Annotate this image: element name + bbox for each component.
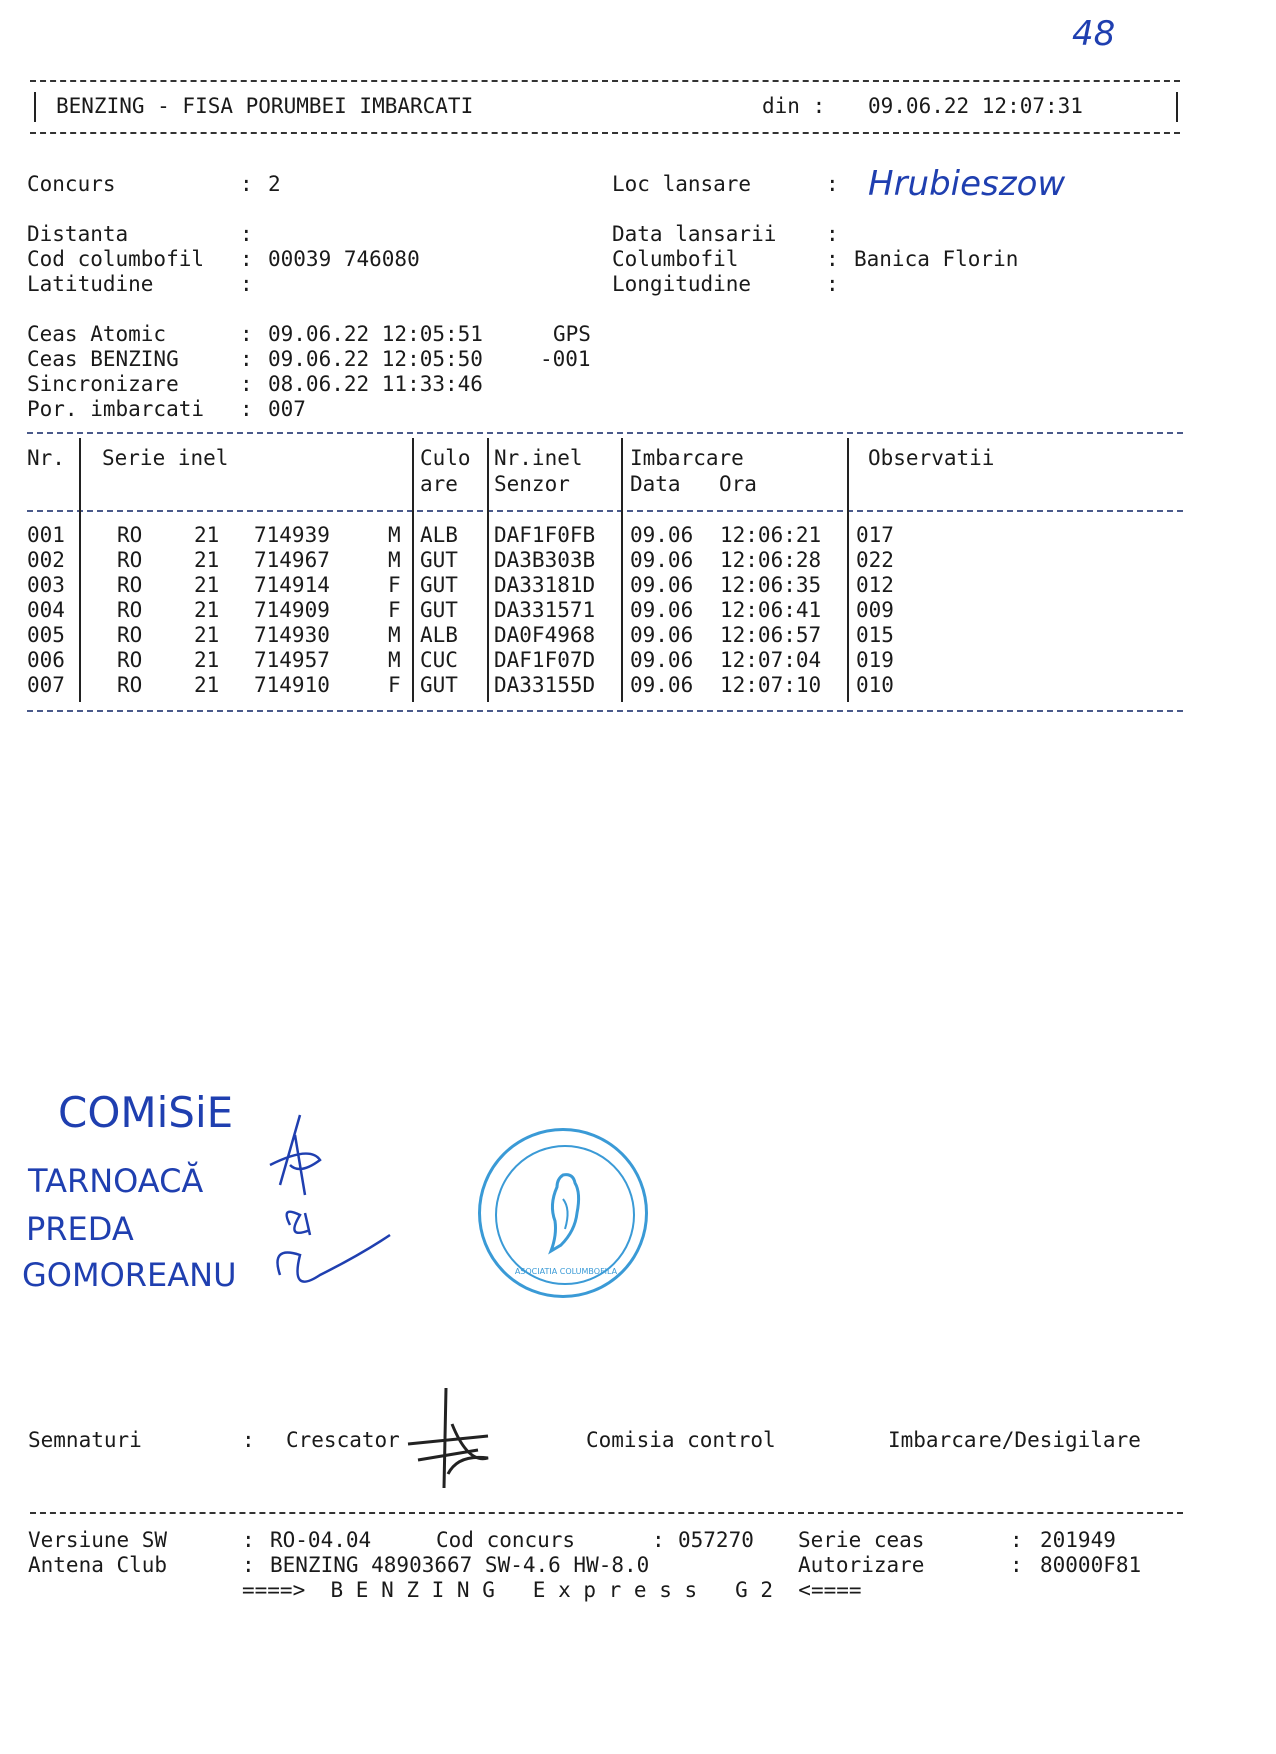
colon: : bbox=[240, 247, 253, 271]
cell-date: 09.06 bbox=[630, 673, 694, 697]
colon: : bbox=[652, 1528, 665, 1552]
footer-version-label: Versiune SW bbox=[28, 1528, 168, 1552]
colon: : bbox=[240, 347, 253, 371]
colon: : bbox=[240, 372, 253, 396]
cell-obs: 012 bbox=[856, 573, 894, 597]
th-culoare-1: Culo bbox=[420, 446, 471, 470]
cell-color: GUT bbox=[420, 573, 458, 597]
colon: : bbox=[826, 172, 839, 196]
cell-ring: 714967 bbox=[254, 548, 330, 572]
label-longitudine: Longitudine bbox=[612, 272, 752, 296]
cell-obs: 015 bbox=[856, 623, 894, 647]
header-bottom-border bbox=[30, 132, 1180, 134]
pigeon-icon bbox=[533, 1169, 597, 1255]
cell-country: RO bbox=[117, 523, 143, 547]
colon: : bbox=[826, 272, 839, 296]
value-concurs: 2 bbox=[268, 172, 281, 196]
label-ceas-benzing: Ceas BENZING bbox=[27, 347, 179, 371]
cell-sex: M bbox=[388, 648, 401, 672]
association-stamp bbox=[478, 1128, 648, 1298]
cell-date: 09.06 bbox=[630, 598, 694, 622]
cell-color: ALB bbox=[420, 523, 458, 547]
cell-time: 12:07:04 bbox=[720, 648, 822, 672]
signature-control-label: Comisia control bbox=[586, 1428, 776, 1452]
colon: : bbox=[826, 222, 839, 246]
cell-ring: 714914 bbox=[254, 573, 330, 597]
commission-title: COMiSiE bbox=[58, 1088, 234, 1137]
value-ceas-atomic: 09.06.22 12:05:51 bbox=[268, 322, 483, 346]
colon: : bbox=[242, 1553, 255, 1577]
cell-nr: 003 bbox=[27, 573, 65, 597]
signatures-label: Semnaturi bbox=[28, 1428, 142, 1452]
cell-sex: M bbox=[388, 623, 401, 647]
colon: : bbox=[240, 322, 253, 346]
cell-nr: 005 bbox=[27, 623, 65, 647]
cell-year: 21 bbox=[194, 548, 220, 572]
label-data-lansarii: Data lansarii bbox=[612, 222, 777, 246]
value-columbofil: Banica Florin bbox=[854, 247, 1019, 271]
cell-date: 09.06 bbox=[630, 623, 694, 647]
cell-sex: F bbox=[388, 673, 401, 697]
footer-auth: 80000F81 bbox=[1040, 1553, 1142, 1577]
colon: : bbox=[242, 1528, 255, 1552]
colon: : bbox=[240, 272, 253, 296]
footer-separator bbox=[30, 1512, 1183, 1514]
th-data: Data bbox=[630, 472, 681, 496]
footer-version: RO-04.04 bbox=[270, 1528, 372, 1552]
cell-sensor: DA331571 bbox=[494, 598, 596, 622]
commission-member: TARNOACĂ bbox=[28, 1162, 204, 1200]
th-nr-inel: Nr.inel bbox=[494, 446, 583, 470]
cell-country: RO bbox=[117, 673, 143, 697]
label-cod-columbofil: Cod columbofil bbox=[27, 247, 205, 271]
page-number: 48 bbox=[1072, 14, 1116, 54]
cell-sex: M bbox=[388, 523, 401, 547]
extra-ceas-atomic: GPS bbox=[553, 322, 591, 346]
table-header-divider bbox=[27, 510, 1183, 512]
footer-antenna: BENZING 48903667 SW-4.6 HW-8.0 bbox=[270, 1553, 650, 1577]
table-body bbox=[0, 523, 1276, 703]
colon: : bbox=[242, 1428, 255, 1452]
cell-obs: 009 bbox=[856, 598, 894, 622]
cell-ring: 714957 bbox=[254, 648, 330, 672]
cell-nr: 007 bbox=[27, 673, 65, 697]
label-latitudine: Latitudine bbox=[27, 272, 154, 296]
footer-clock-series-label: Serie ceas bbox=[798, 1528, 925, 1552]
extra-ceas-benzing: -001 bbox=[540, 347, 591, 371]
th-ora: Ora bbox=[719, 472, 757, 496]
header-datetime: 09.06.22 12:07:31 bbox=[868, 94, 1083, 118]
value-sincronizare: 08.06.22 11:33:46 bbox=[268, 372, 483, 396]
table-bottom-border bbox=[27, 710, 1183, 712]
footer-auth-label: Autorizare bbox=[798, 1553, 925, 1577]
cell-obs: 022 bbox=[856, 548, 894, 572]
th-senzor: Senzor bbox=[494, 472, 570, 496]
cell-time: 12:06:57 bbox=[720, 623, 822, 647]
cell-time: 12:06:35 bbox=[720, 573, 822, 597]
cell-color: ALB bbox=[420, 623, 458, 647]
footer-clock-series: 201949 bbox=[1040, 1528, 1116, 1552]
cell-year: 21 bbox=[194, 623, 220, 647]
cell-sex: M bbox=[388, 548, 401, 572]
header-din-label: din : bbox=[762, 94, 826, 118]
breeder-signature bbox=[398, 1384, 498, 1494]
cell-time: 12:07:10 bbox=[720, 673, 822, 697]
footer-banner: ====> B E N Z I N G E x p r e s s G 2 <==== bbox=[242, 1578, 862, 1602]
cell-sensor: DA3B303B bbox=[494, 548, 596, 572]
header-left-border bbox=[34, 92, 36, 122]
cell-year: 21 bbox=[194, 598, 220, 622]
value-ceas-benzing: 09.06.22 12:05:50 bbox=[268, 347, 483, 371]
cell-country: RO bbox=[117, 623, 143, 647]
cell-ring: 714939 bbox=[254, 523, 330, 547]
cell-date: 09.06 bbox=[630, 648, 694, 672]
footer-contest-code: 057270 bbox=[678, 1528, 754, 1552]
cell-nr: 004 bbox=[27, 598, 65, 622]
footer-contest-code-label: Cod concurs bbox=[436, 1528, 576, 1552]
cell-date: 09.06 bbox=[630, 523, 694, 547]
cell-nr: 002 bbox=[27, 548, 65, 572]
label-loc-lansare: Loc lansare bbox=[612, 172, 752, 196]
signature-breeder-label: Crescator bbox=[286, 1428, 400, 1452]
header-right-border bbox=[1176, 92, 1178, 122]
value-por-imbarcati: 007 bbox=[268, 397, 306, 421]
colon: : bbox=[240, 172, 253, 196]
th-imbarcare: Imbarcare bbox=[630, 446, 744, 470]
cell-year: 21 bbox=[194, 523, 220, 547]
label-distanta: Distanta bbox=[27, 222, 129, 246]
cell-date: 09.06 bbox=[630, 573, 694, 597]
label-columbofil: Columbofil bbox=[612, 247, 739, 271]
label-por-imbarcati: Por. imbarcati bbox=[27, 397, 205, 421]
stamp-text: ASOCIATIA COLUMBOFILA bbox=[514, 1267, 618, 1276]
cell-time: 12:06:41 bbox=[720, 598, 822, 622]
label-concurs: Concurs bbox=[27, 172, 116, 196]
cell-time: 12:06:28 bbox=[720, 548, 822, 572]
table-top-border bbox=[27, 432, 1183, 434]
cell-year: 21 bbox=[194, 648, 220, 672]
cell-sex: F bbox=[388, 598, 401, 622]
cell-year: 21 bbox=[194, 673, 220, 697]
cell-country: RO bbox=[117, 648, 143, 672]
colon: : bbox=[1010, 1553, 1023, 1577]
cell-color: GUT bbox=[420, 598, 458, 622]
header-top-border bbox=[30, 80, 1180, 82]
cell-ring: 714910 bbox=[254, 673, 330, 697]
cell-sensor: DA0F4968 bbox=[494, 623, 596, 647]
signature-boarding-label: Imbarcare/Desigilare bbox=[888, 1428, 1141, 1452]
cell-sensor: DAF1F0FB bbox=[494, 523, 596, 547]
cell-country: RO bbox=[117, 598, 143, 622]
value-loc-lansare: Hrubieszow bbox=[868, 164, 1066, 204]
footer-antenna-label: Antena Club bbox=[28, 1553, 168, 1577]
th-culoare-2: are bbox=[420, 472, 458, 496]
cell-color: GUT bbox=[420, 673, 458, 697]
colon: : bbox=[1010, 1528, 1023, 1552]
cell-sensor: DAF1F07D bbox=[494, 648, 596, 672]
label-sincronizare: Sincronizare bbox=[27, 372, 179, 396]
cell-obs: 010 bbox=[856, 673, 894, 697]
cell-sensor: DA33155D bbox=[494, 673, 596, 697]
cell-ring: 714909 bbox=[254, 598, 330, 622]
cell-ring: 714930 bbox=[254, 623, 330, 647]
cell-obs: 019 bbox=[856, 648, 894, 672]
th-serie-inel: Serie inel bbox=[102, 446, 229, 470]
cell-nr: 001 bbox=[27, 523, 65, 547]
cell-sensor: DA33181D bbox=[494, 573, 596, 597]
value-cod-columbofil: 00039 746080 bbox=[268, 247, 420, 271]
cell-obs: 017 bbox=[856, 523, 894, 547]
colon: : bbox=[240, 222, 253, 246]
th-observatii: Observatii bbox=[868, 446, 995, 470]
commission-member: GOMOREANU bbox=[22, 1256, 237, 1294]
colon: : bbox=[240, 397, 253, 421]
commission-member: PREDA bbox=[26, 1210, 134, 1248]
cell-country: RO bbox=[117, 573, 143, 597]
cell-sex: F bbox=[388, 573, 401, 597]
cell-time: 12:06:21 bbox=[720, 523, 822, 547]
th-nr: Nr. bbox=[27, 446, 65, 470]
cell-year: 21 bbox=[194, 573, 220, 597]
colon: : bbox=[826, 247, 839, 271]
cell-date: 09.06 bbox=[630, 548, 694, 572]
cell-color: GUT bbox=[420, 548, 458, 572]
cell-color: CUC bbox=[420, 648, 458, 672]
commission-signatures bbox=[250, 1105, 410, 1305]
label-ceas-atomic: Ceas Atomic bbox=[27, 322, 167, 346]
header-title: BENZING - FISA PORUMBEI IMBARCATI bbox=[56, 94, 474, 118]
cell-country: RO bbox=[117, 548, 143, 572]
cell-nr: 006 bbox=[27, 648, 65, 672]
